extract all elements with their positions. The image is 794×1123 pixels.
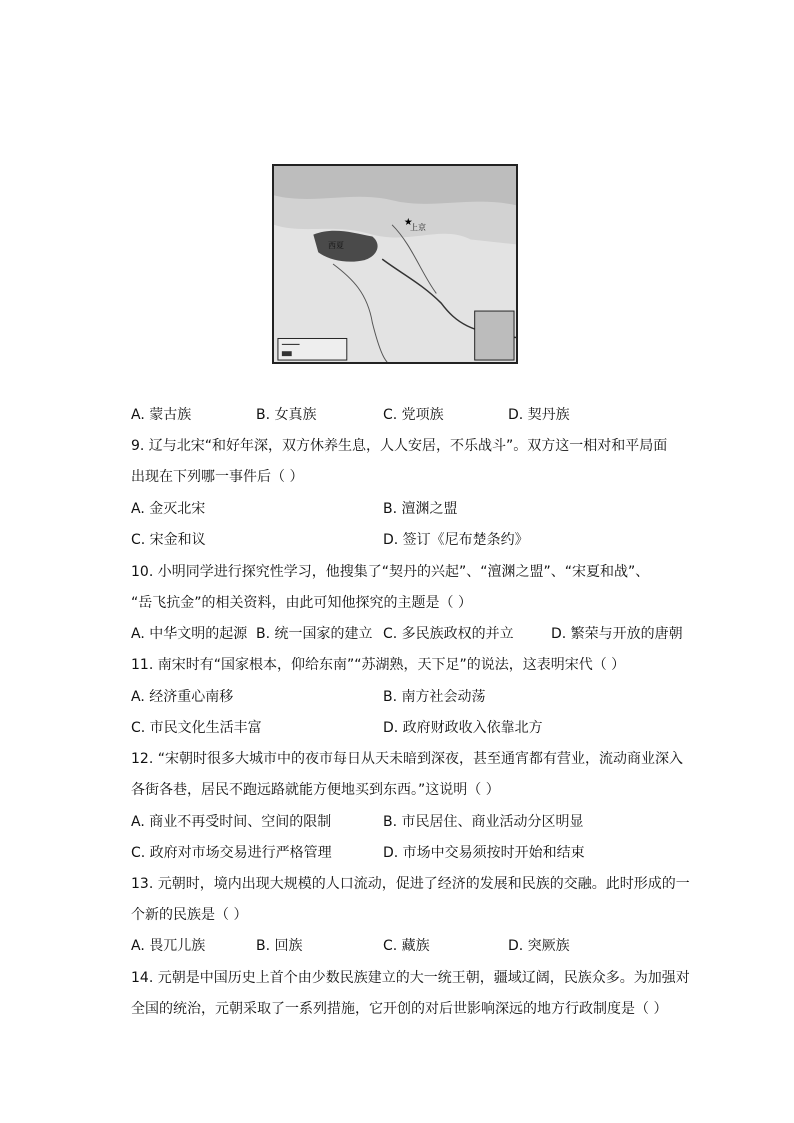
q9-option-c[interactable]: C. 宋金和议 — [131, 532, 206, 548]
q12-option-a[interactable]: A. 商业不再受时间、空间的限制 — [131, 814, 332, 830]
q13-option-c[interactable]: C. 藏族 — [383, 938, 430, 954]
q9-option-a[interactable]: A. 金灭北宋 — [131, 501, 206, 517]
q12-option-d[interactable]: D. 市场中交易须按时开始和结束 — [383, 845, 585, 861]
q13-option-a[interactable]: A. 畏兀儿族 — [131, 938, 206, 954]
q13-option-d[interactable]: D. 突厥族 — [508, 938, 570, 954]
q12-option-c[interactable]: C. 政府对市场交易进行严格管理 — [131, 845, 332, 861]
q10-option-d[interactable]: D. 繁荣与开放的唐朝 — [551, 626, 683, 642]
map-label-shangjing: 上京 — [410, 223, 426, 232]
q9-stem-line1: 9. 辽与北宋“和好年深，双方休养生息，人人安居，不乐战斗”。双方这一相对和平局面 — [131, 438, 668, 454]
q8-option-d[interactable]: D. 契丹族 — [508, 407, 570, 423]
q11-option-c[interactable]: C. 市民文化生活丰富 — [131, 720, 262, 736]
q12-stem-line2: 各街各巷，居民不跑远路就能方便地买到东西。”这说明（ ） — [131, 782, 500, 798]
q14-stem-line1: 14. 元朝是中国历史上首个由少数民族建立的大一统王朝，疆域辽阔，民族众多。为加强对 — [131, 970, 690, 986]
q11-stem-line1: 11. 南宋时有“国家根本，仰给东南”“苏湖熟，天下足”的说法，这表明宋代（ ） — [131, 657, 626, 673]
q11-option-b[interactable]: B. 南方社会动荡 — [383, 689, 486, 705]
q11-option-d[interactable]: D. 政府财政收入依靠北方 — [383, 720, 543, 736]
q10-stem-line1: 10. 小明同学进行探究性学习，他搜集了“契丹的兴起”、“澶渊之盟”、“宋夏和战”、 — [131, 564, 650, 580]
q10-stem-line2: “岳飞抗金”的相关资料，由此可知他探究的主题是（ ） — [131, 595, 472, 611]
q8-option-c[interactable]: C. 党项族 — [383, 407, 444, 423]
q11-option-a[interactable]: A. 经济重心南移 — [131, 689, 234, 705]
map-label-xixia: 西夏 — [328, 241, 344, 250]
q9-option-b[interactable]: B. 澶渊之盟 — [383, 501, 458, 517]
q13-option-b[interactable]: B. 回族 — [256, 938, 303, 954]
q9-option-d[interactable]: D. 签订《尼布楚条约》 — [383, 532, 529, 548]
svg-text:★: ★ — [403, 216, 413, 228]
q13-stem-line1: 13. 元朝时，境内出现大规模的人口流动，促进了经济的发展和民族的交融。此时形成的一 — [131, 876, 690, 892]
q12-stem-line1: 12. “宋朝时很多大城市中的夜市每日从天未暗到深夜，甚至通宵都有营业，流动商业深入 — [131, 751, 683, 767]
q12-option-b[interactable]: B. 市民居住、商业活动分区明显 — [383, 814, 584, 830]
q13-stem-line2: 个新的民族是（ ） — [131, 907, 248, 923]
q9-stem-line2: 出现在下列哪一事件后（ ） — [131, 469, 304, 485]
q8-option-a[interactable]: A. 蒙古族 — [131, 407, 192, 423]
q14-stem-line2: 全国的统治，元朝采取了一系列措施，它开创的对后世影响深远的地方行政制度是（ ） — [131, 1001, 668, 1017]
q10-option-a[interactable]: A. 中华文明的起源 — [131, 626, 248, 642]
historical-map-image — [272, 164, 518, 364]
q10-option-b[interactable]: B. 统一国家的建立 — [256, 626, 373, 642]
q10-option-c[interactable]: C. 多民族政权的并立 — [383, 626, 514, 642]
q8-option-b[interactable]: B. 女真族 — [256, 407, 317, 423]
